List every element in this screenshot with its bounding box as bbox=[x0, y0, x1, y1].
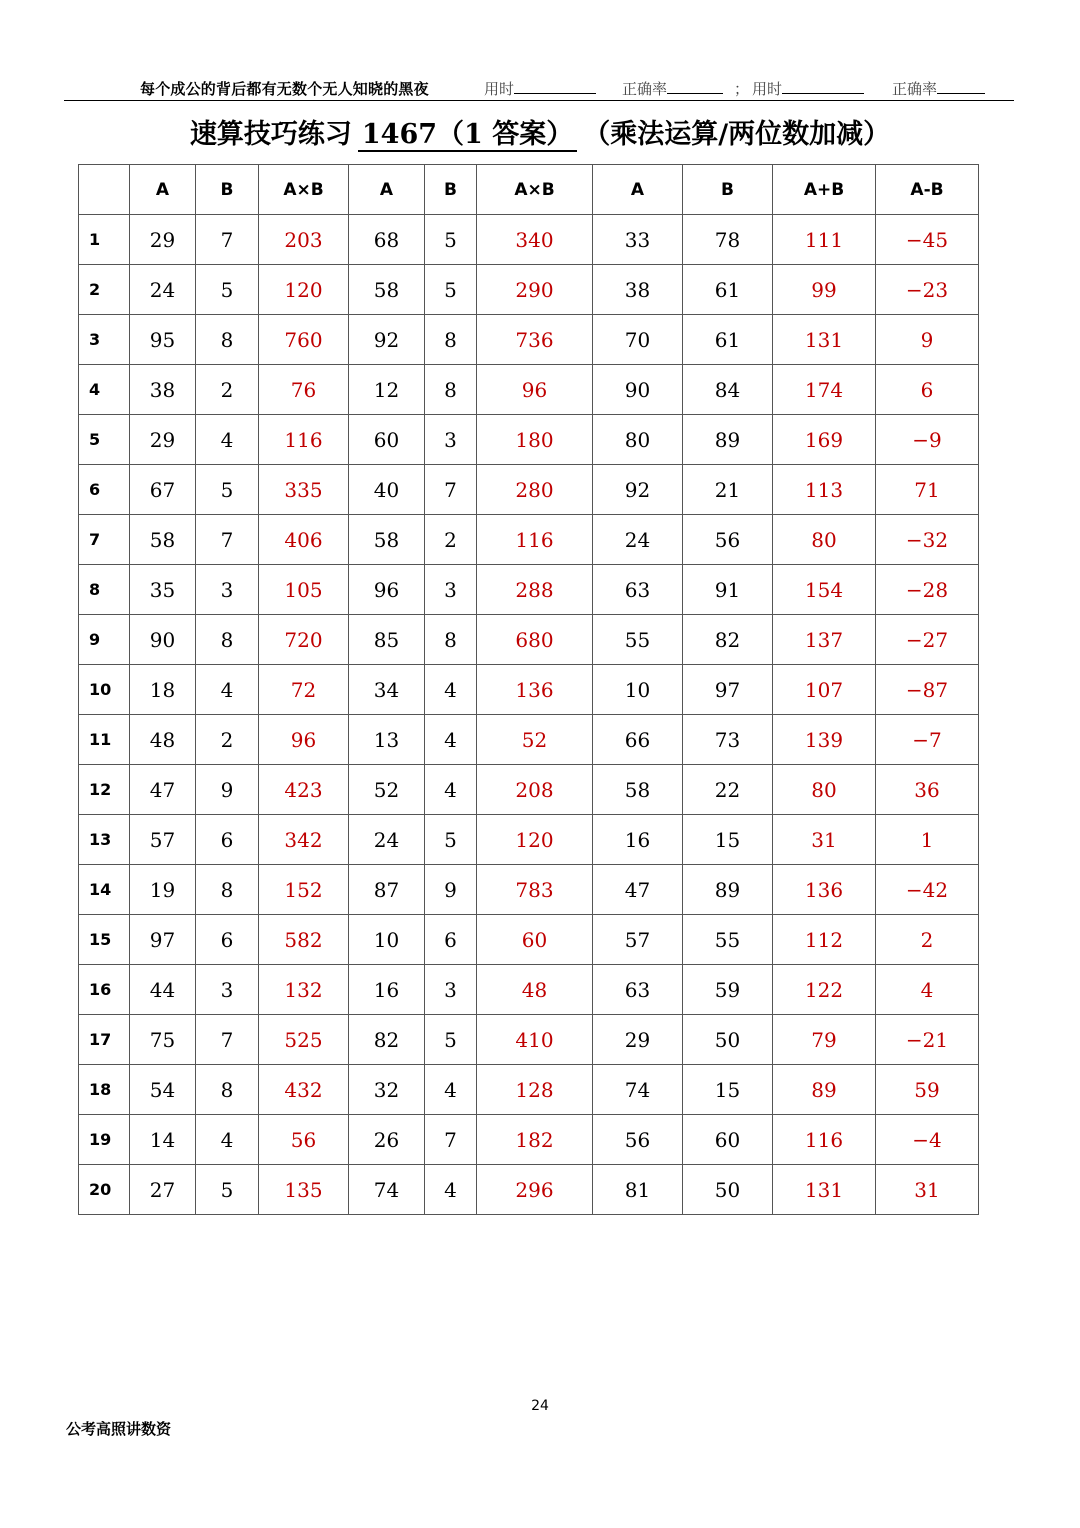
operand-cell: 12 bbox=[349, 365, 425, 415]
row-number: 15 bbox=[79, 915, 130, 965]
answer-cell: 60 bbox=[477, 915, 593, 965]
column-header: A bbox=[349, 165, 425, 215]
operand-cell: 7 bbox=[425, 465, 477, 515]
operand-cell: 70 bbox=[593, 315, 683, 365]
answer-cell: 122 bbox=[773, 965, 876, 1015]
operand-cell: 38 bbox=[130, 365, 196, 415]
operand-cell: 8 bbox=[425, 315, 477, 365]
answer-cell: 6 bbox=[876, 365, 979, 415]
operand-cell: 60 bbox=[683, 1115, 773, 1165]
operand-cell: 5 bbox=[425, 815, 477, 865]
table-row bbox=[79, 865, 979, 915]
operand-cell: 87 bbox=[349, 865, 425, 915]
operand-cell: 90 bbox=[130, 615, 196, 665]
operand-cell: 8 bbox=[196, 1065, 259, 1115]
column-header bbox=[79, 165, 130, 215]
answer-cell: −9 bbox=[876, 415, 979, 465]
operand-cell: 5 bbox=[196, 265, 259, 315]
operand-cell: 3 bbox=[425, 965, 477, 1015]
operand-cell: 34 bbox=[349, 665, 425, 715]
table-header-row bbox=[79, 165, 979, 215]
operand-cell: 97 bbox=[683, 665, 773, 715]
answer-cell: 48 bbox=[477, 965, 593, 1015]
title-code: 1467（1 答案） bbox=[358, 120, 577, 152]
answer-cell: 182 bbox=[477, 1115, 593, 1165]
table-row bbox=[79, 715, 979, 765]
answer-cell: 288 bbox=[477, 565, 593, 615]
operand-cell: 4 bbox=[196, 1115, 259, 1165]
answer-cell: 120 bbox=[259, 265, 349, 315]
answer-cell: 152 bbox=[259, 865, 349, 915]
title-suffix: （乘法运算/两位数加减） bbox=[583, 119, 891, 150]
operand-cell: 7 bbox=[425, 1115, 477, 1165]
table-row bbox=[79, 965, 979, 1015]
answer-cell: 89 bbox=[773, 1065, 876, 1115]
operand-cell: 58 bbox=[349, 515, 425, 565]
operand-cell: 26 bbox=[349, 1115, 425, 1165]
operand-cell: 80 bbox=[593, 415, 683, 465]
operand-cell: 61 bbox=[683, 265, 773, 315]
row-number: 14 bbox=[79, 865, 130, 915]
operand-cell: 66 bbox=[593, 715, 683, 765]
answer-cell: 137 bbox=[773, 615, 876, 665]
answer-cell: 680 bbox=[477, 615, 593, 665]
answer-cell: 136 bbox=[477, 665, 593, 715]
answer-cell: 154 bbox=[773, 565, 876, 615]
operand-cell: 15 bbox=[683, 1065, 773, 1115]
operand-cell: 33 bbox=[593, 215, 683, 265]
answer-cell: 71 bbox=[876, 465, 979, 515]
operand-cell: 50 bbox=[683, 1015, 773, 1065]
answer-cell: 9 bbox=[876, 315, 979, 365]
answer-cell: 116 bbox=[773, 1115, 876, 1165]
operand-cell: 73 bbox=[683, 715, 773, 765]
operand-cell: 24 bbox=[349, 815, 425, 865]
answer-cell: −7 bbox=[876, 715, 979, 765]
answer-cell: 4 bbox=[876, 965, 979, 1015]
answer-cell: −28 bbox=[876, 565, 979, 615]
row-number: 8 bbox=[79, 565, 130, 615]
table-row bbox=[79, 315, 979, 365]
header-separator: ； bbox=[734, 80, 750, 98]
operand-cell: 4 bbox=[196, 665, 259, 715]
answer-cell: 128 bbox=[477, 1065, 593, 1115]
operand-cell: 89 bbox=[683, 415, 773, 465]
accuracy-field-2 bbox=[892, 78, 985, 99]
answer-cell: 120 bbox=[477, 815, 593, 865]
row-number: 10 bbox=[79, 665, 130, 715]
operand-cell: 29 bbox=[130, 415, 196, 465]
answer-cell: 72 bbox=[259, 665, 349, 715]
operand-cell: 8 bbox=[196, 865, 259, 915]
operand-cell: 13 bbox=[349, 715, 425, 765]
answer-cell: 169 bbox=[773, 415, 876, 465]
answer-cell: 76 bbox=[259, 365, 349, 415]
column-header: B bbox=[425, 165, 477, 215]
answer-cell: 132 bbox=[259, 965, 349, 1015]
operand-cell: 50 bbox=[683, 1165, 773, 1215]
operand-cell: 74 bbox=[593, 1065, 683, 1115]
header-motto: 每个成公的背后都有无数个无人知晓的黑夜 bbox=[140, 80, 429, 98]
page-header bbox=[64, 76, 1014, 101]
operand-cell: 10 bbox=[593, 665, 683, 715]
answer-cell: 760 bbox=[259, 315, 349, 365]
answer-cell: −21 bbox=[876, 1015, 979, 1065]
answer-cell: 96 bbox=[477, 365, 593, 415]
column-header: B bbox=[196, 165, 259, 215]
operand-cell: 5 bbox=[196, 1165, 259, 1215]
column-header: A-B bbox=[876, 165, 979, 215]
answer-cell: 31 bbox=[876, 1165, 979, 1215]
accuracy-label-2: 正确率 bbox=[892, 80, 938, 98]
answer-cell: 582 bbox=[259, 915, 349, 965]
answer-cell: 136 bbox=[773, 865, 876, 915]
table-row bbox=[79, 365, 979, 415]
row-number: 6 bbox=[79, 465, 130, 515]
row-number: 2 bbox=[79, 265, 130, 315]
answer-cell: 1 bbox=[876, 815, 979, 865]
answer-cell: 80 bbox=[773, 765, 876, 815]
operand-cell: 21 bbox=[683, 465, 773, 515]
table-row bbox=[79, 1065, 979, 1115]
answer-cell: 139 bbox=[773, 715, 876, 765]
operand-cell: 5 bbox=[196, 465, 259, 515]
operand-cell: 4 bbox=[425, 765, 477, 815]
answer-cell: 432 bbox=[259, 1065, 349, 1115]
operand-cell: 27 bbox=[130, 1165, 196, 1215]
operand-cell: 63 bbox=[593, 965, 683, 1015]
operand-cell: 47 bbox=[130, 765, 196, 815]
operand-cell: 7 bbox=[196, 515, 259, 565]
operand-cell: 52 bbox=[349, 765, 425, 815]
accuracy-field-1 bbox=[622, 78, 723, 99]
operand-cell: 5 bbox=[425, 215, 477, 265]
answer-cell: 111 bbox=[773, 215, 876, 265]
table-row bbox=[79, 465, 979, 515]
operand-cell: 24 bbox=[593, 515, 683, 565]
answer-cell: 280 bbox=[477, 465, 593, 515]
answer-cell: 342 bbox=[259, 815, 349, 865]
answer-cell: 135 bbox=[259, 1165, 349, 1215]
answer-cell: −23 bbox=[876, 265, 979, 315]
operand-cell: 59 bbox=[683, 965, 773, 1015]
answer-cell: −32 bbox=[876, 515, 979, 565]
answer-cell: 52 bbox=[477, 715, 593, 765]
footer-text: 公考高照讲数资 bbox=[66, 1420, 172, 1438]
operand-cell: 6 bbox=[196, 915, 259, 965]
answer-cell: 31 bbox=[773, 815, 876, 865]
table-row bbox=[79, 765, 979, 815]
time-field-2 bbox=[752, 78, 864, 99]
time-field-1 bbox=[484, 78, 596, 99]
table-row bbox=[79, 265, 979, 315]
answer-cell: 56 bbox=[259, 1115, 349, 1165]
operand-cell: 6 bbox=[196, 815, 259, 865]
answer-cell: 79 bbox=[773, 1015, 876, 1065]
operand-cell: 68 bbox=[349, 215, 425, 265]
operand-cell: 5 bbox=[425, 265, 477, 315]
answer-cell: 410 bbox=[477, 1015, 593, 1065]
page-number: 24 bbox=[531, 1398, 549, 1414]
row-number: 18 bbox=[79, 1065, 130, 1115]
answer-cell: 99 bbox=[773, 265, 876, 315]
table-row bbox=[79, 615, 979, 665]
operand-cell: 4 bbox=[196, 415, 259, 465]
operand-cell: 35 bbox=[130, 565, 196, 615]
column-header: B bbox=[683, 165, 773, 215]
operand-cell: 7 bbox=[196, 1015, 259, 1065]
operand-cell: 3 bbox=[425, 415, 477, 465]
page-title bbox=[0, 112, 1080, 152]
answer-cell: 131 bbox=[773, 315, 876, 365]
answer-cell: 203 bbox=[259, 215, 349, 265]
answer-cell: 2 bbox=[876, 915, 979, 965]
operand-cell: 74 bbox=[349, 1165, 425, 1215]
answer-cell: 720 bbox=[259, 615, 349, 665]
operand-cell: 95 bbox=[130, 315, 196, 365]
operand-cell: 92 bbox=[349, 315, 425, 365]
operand-cell: 90 bbox=[593, 365, 683, 415]
operand-cell: 84 bbox=[683, 365, 773, 415]
answer-cell: 180 bbox=[477, 415, 593, 465]
operand-cell: 58 bbox=[593, 765, 683, 815]
operand-cell: 97 bbox=[130, 915, 196, 965]
operand-cell: 9 bbox=[425, 865, 477, 915]
operand-cell: 29 bbox=[130, 215, 196, 265]
operand-cell: 61 bbox=[683, 315, 773, 365]
table-row bbox=[79, 215, 979, 265]
answer-cell: 406 bbox=[259, 515, 349, 565]
answer-cell: 113 bbox=[773, 465, 876, 515]
table-body bbox=[79, 215, 979, 1215]
row-number: 7 bbox=[79, 515, 130, 565]
table-row bbox=[79, 665, 979, 715]
operand-cell: 56 bbox=[593, 1115, 683, 1165]
operand-cell: 32 bbox=[349, 1065, 425, 1115]
table-row bbox=[79, 1015, 979, 1065]
operand-cell: 22 bbox=[683, 765, 773, 815]
answer-cell: 112 bbox=[773, 915, 876, 965]
operand-cell: 5 bbox=[425, 1015, 477, 1065]
answer-cell: −87 bbox=[876, 665, 979, 715]
operand-cell: 9 bbox=[196, 765, 259, 815]
operand-cell: 8 bbox=[196, 315, 259, 365]
answer-cell: −42 bbox=[876, 865, 979, 915]
time-blank-1 bbox=[514, 79, 596, 94]
operand-cell: 56 bbox=[683, 515, 773, 565]
answer-cell: 208 bbox=[477, 765, 593, 815]
answer-cell: 105 bbox=[259, 565, 349, 615]
operand-cell: 4 bbox=[425, 665, 477, 715]
operand-cell: 4 bbox=[425, 715, 477, 765]
table-row bbox=[79, 415, 979, 465]
operand-cell: 57 bbox=[130, 815, 196, 865]
answer-cell: 290 bbox=[477, 265, 593, 315]
operand-cell: 55 bbox=[683, 915, 773, 965]
operand-cell: 10 bbox=[349, 915, 425, 965]
row-number: 1 bbox=[79, 215, 130, 265]
accuracy-blank-1 bbox=[667, 79, 723, 94]
operand-cell: 3 bbox=[196, 565, 259, 615]
operand-cell: 47 bbox=[593, 865, 683, 915]
row-number: 5 bbox=[79, 415, 130, 465]
answer-cell: 335 bbox=[259, 465, 349, 515]
row-number: 9 bbox=[79, 615, 130, 665]
answer-cell: 107 bbox=[773, 665, 876, 715]
operand-cell: 16 bbox=[349, 965, 425, 1015]
table-row bbox=[79, 515, 979, 565]
operand-cell: 38 bbox=[593, 265, 683, 315]
answer-cell: 96 bbox=[259, 715, 349, 765]
answer-cell: 116 bbox=[477, 515, 593, 565]
operand-cell: 58 bbox=[349, 265, 425, 315]
row-number: 11 bbox=[79, 715, 130, 765]
answer-cell: 423 bbox=[259, 765, 349, 815]
column-header: A bbox=[593, 165, 683, 215]
operand-cell: 2 bbox=[196, 365, 259, 415]
row-number: 13 bbox=[79, 815, 130, 865]
time-label-1: 用时 bbox=[484, 80, 515, 98]
operand-cell: 78 bbox=[683, 215, 773, 265]
table-row bbox=[79, 815, 979, 865]
operand-cell: 4 bbox=[425, 1065, 477, 1115]
column-header: A×B bbox=[477, 165, 593, 215]
answer-cell: 736 bbox=[477, 315, 593, 365]
accuracy-blank-2 bbox=[937, 79, 985, 94]
operand-cell: 48 bbox=[130, 715, 196, 765]
answer-cell: −27 bbox=[876, 615, 979, 665]
time-label-2: 用时 bbox=[752, 80, 783, 98]
operand-cell: 29 bbox=[593, 1015, 683, 1065]
table-row bbox=[79, 915, 979, 965]
operand-cell: 3 bbox=[425, 565, 477, 615]
operand-cell: 4 bbox=[425, 1165, 477, 1215]
operand-cell: 60 bbox=[349, 415, 425, 465]
operand-cell: 2 bbox=[196, 715, 259, 765]
operand-cell: 15 bbox=[683, 815, 773, 865]
answer-cell: −4 bbox=[876, 1115, 979, 1165]
answer-cell: −45 bbox=[876, 215, 979, 265]
answer-cell: 116 bbox=[259, 415, 349, 465]
practice-table bbox=[78, 164, 979, 1215]
row-number: 4 bbox=[79, 365, 130, 415]
operand-cell: 55 bbox=[593, 615, 683, 665]
table-row bbox=[79, 1115, 979, 1165]
operand-cell: 14 bbox=[130, 1115, 196, 1165]
accuracy-label-1: 正确率 bbox=[622, 80, 668, 98]
operand-cell: 19 bbox=[130, 865, 196, 915]
answer-cell: 36 bbox=[876, 765, 979, 815]
operand-cell: 6 bbox=[425, 915, 477, 965]
operand-cell: 92 bbox=[593, 465, 683, 515]
answer-cell: 296 bbox=[477, 1165, 593, 1215]
operand-cell: 82 bbox=[683, 615, 773, 665]
operand-cell: 75 bbox=[130, 1015, 196, 1065]
answer-cell: 340 bbox=[477, 215, 593, 265]
operand-cell: 82 bbox=[349, 1015, 425, 1065]
row-number: 3 bbox=[79, 315, 130, 365]
operand-cell: 7 bbox=[196, 215, 259, 265]
operand-cell: 8 bbox=[425, 365, 477, 415]
row-number: 19 bbox=[79, 1115, 130, 1165]
operand-cell: 40 bbox=[349, 465, 425, 515]
row-number: 16 bbox=[79, 965, 130, 1015]
row-number: 20 bbox=[79, 1165, 130, 1215]
answer-cell: 80 bbox=[773, 515, 876, 565]
operand-cell: 57 bbox=[593, 915, 683, 965]
operand-cell: 3 bbox=[196, 965, 259, 1015]
operand-cell: 54 bbox=[130, 1065, 196, 1115]
table-row bbox=[79, 1165, 979, 1215]
operand-cell: 67 bbox=[130, 465, 196, 515]
operand-cell: 18 bbox=[130, 665, 196, 715]
operand-cell: 96 bbox=[349, 565, 425, 615]
operand-cell: 58 bbox=[130, 515, 196, 565]
answer-cell: 783 bbox=[477, 865, 593, 915]
answer-cell: 59 bbox=[876, 1065, 979, 1115]
answer-cell: 131 bbox=[773, 1165, 876, 1215]
operand-cell: 85 bbox=[349, 615, 425, 665]
answer-cell: 525 bbox=[259, 1015, 349, 1065]
operand-cell: 16 bbox=[593, 815, 683, 865]
answer-cell: 174 bbox=[773, 365, 876, 415]
operand-cell: 81 bbox=[593, 1165, 683, 1215]
operand-cell: 2 bbox=[425, 515, 477, 565]
table-row bbox=[79, 565, 979, 615]
column-header: A×B bbox=[259, 165, 349, 215]
operand-cell: 89 bbox=[683, 865, 773, 915]
operand-cell: 8 bbox=[425, 615, 477, 665]
title-prefix: 速算技巧练习 bbox=[189, 119, 352, 150]
operand-cell: 44 bbox=[130, 965, 196, 1015]
operand-cell: 63 bbox=[593, 565, 683, 615]
row-number: 12 bbox=[79, 765, 130, 815]
column-header: A bbox=[130, 165, 196, 215]
row-number: 17 bbox=[79, 1015, 130, 1065]
operand-cell: 91 bbox=[683, 565, 773, 615]
column-header: A+B bbox=[773, 165, 876, 215]
operand-cell: 24 bbox=[130, 265, 196, 315]
operand-cell: 8 bbox=[196, 615, 259, 665]
time-blank-2 bbox=[782, 79, 864, 94]
